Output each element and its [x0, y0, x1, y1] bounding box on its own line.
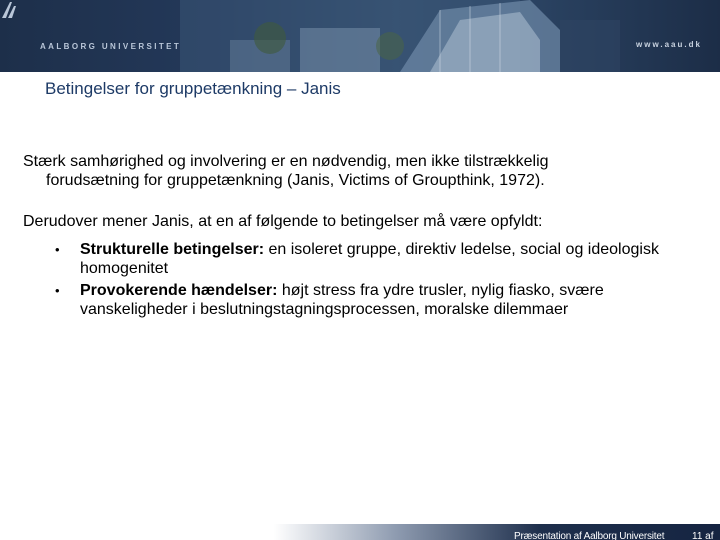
page-number: 11 af — [692, 531, 714, 540]
header-banner — [0, 0, 720, 72]
logo-text: AALBORG UNIVERSITET — [40, 42, 182, 51]
aau-logo-icon — [0, 0, 20, 20]
bullet-marker: • — [55, 242, 60, 257]
website-url: www.aau.dk — [636, 40, 702, 49]
bullet-heading: Provokerende hændelser: — [80, 282, 278, 299]
bullet-list — [55, 240, 695, 322]
list-item — [55, 240, 695, 278]
paragraph-2: Derudover mener Janis, at en af følgende to betingelser må være opfyldt: — [23, 213, 543, 230]
bullet-text: højt stress fra ydre trusler, nylig fiasko, svære vanskeligheder i beslutningstagningsprocessen, moralske dilemmaer — [80, 282, 604, 318]
bullet-heading: Strukturelle betingelser: — [80, 241, 265, 258]
campus-building-photo — [0, 0, 720, 72]
paragraph-1-line-1: Stærk samhørighed og involvering er en nødvendig, men ikke tilstrækkelig — [23, 153, 549, 170]
footer-text: Præsentation af Aalborg Universitet — [514, 531, 665, 540]
slide-title: Betingelser for gruppetænkning – Janis — [45, 79, 341, 98]
bullet-text: en isoleret gruppe, direktiv ledelse, social og ideologisk homogenitet — [80, 241, 659, 277]
paragraph-1-line-2: forudsætning for gruppetænkning (Janis, Victims of Groupthink, 1972). — [46, 172, 545, 189]
list-item — [55, 281, 695, 319]
bullet-marker: • — [55, 283, 60, 298]
paragraph-1 — [23, 152, 703, 190]
